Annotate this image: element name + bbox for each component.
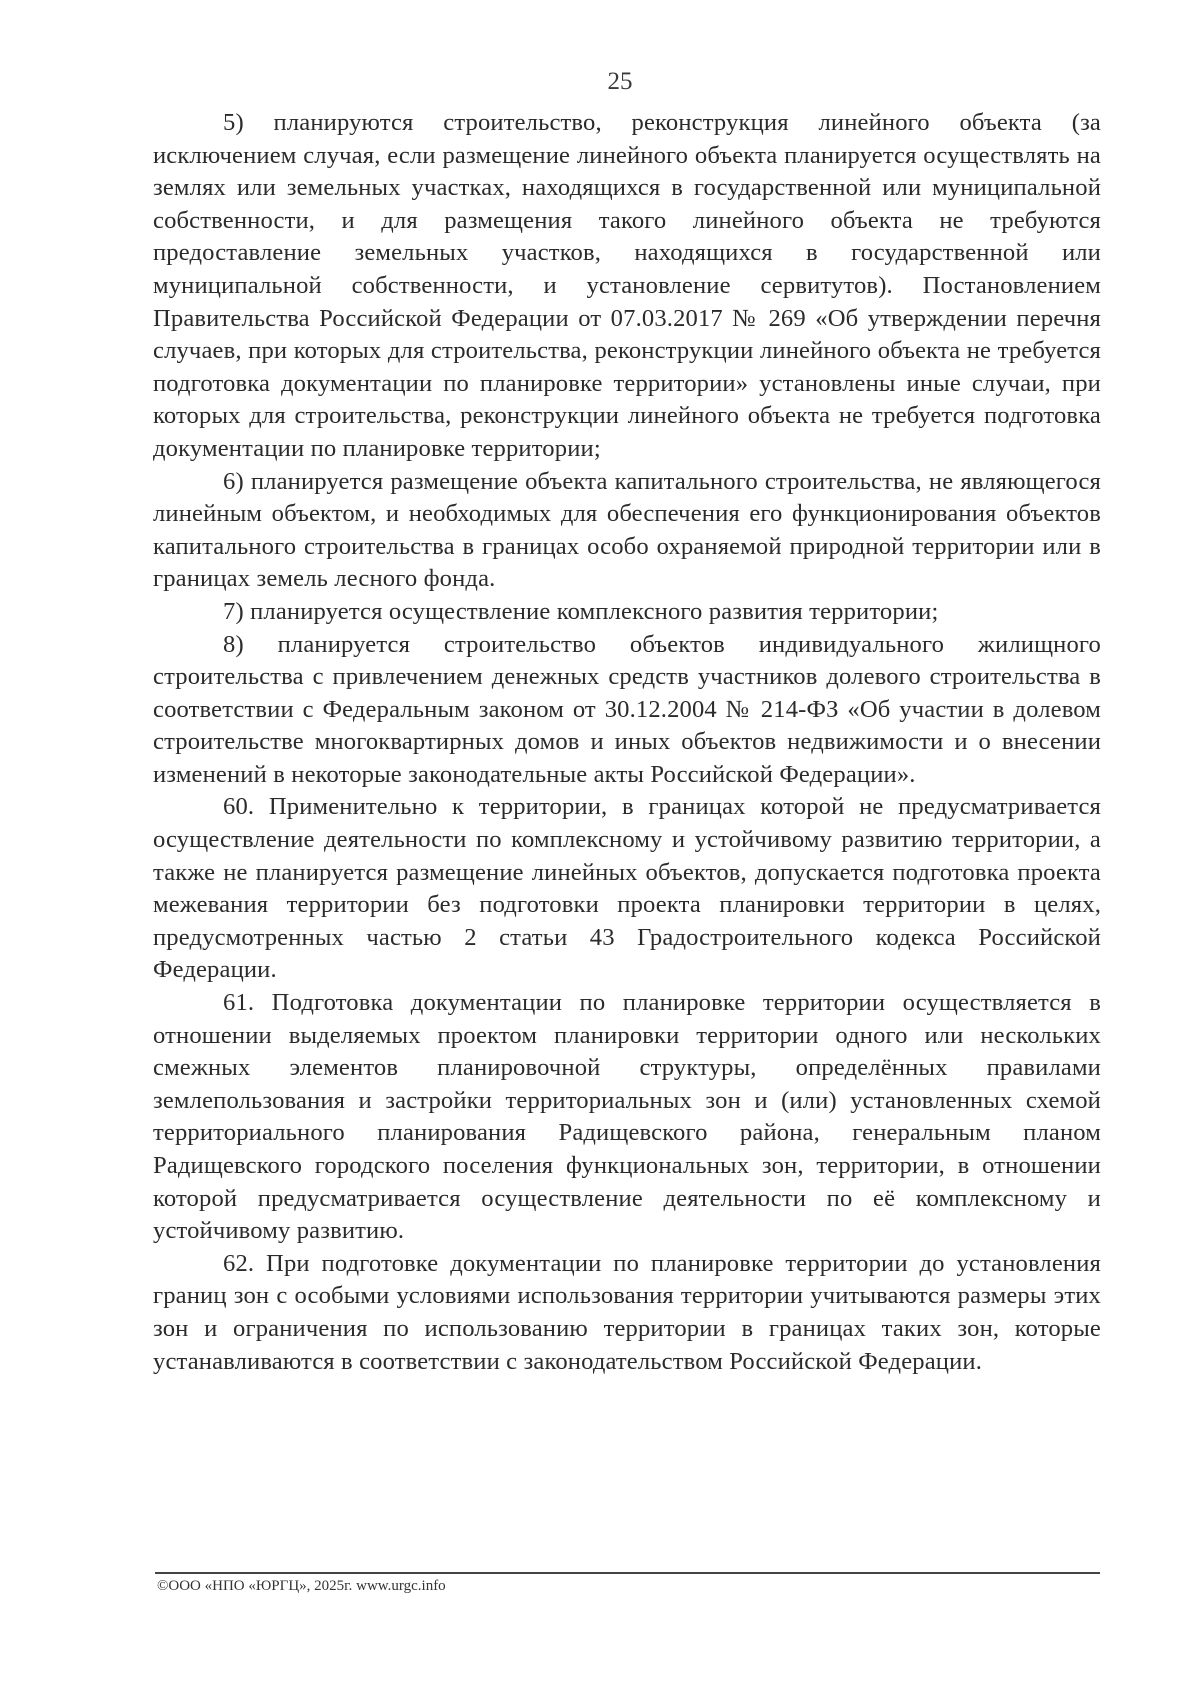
clause-61: 61. Подготовка документации по планировке территории осуществляется в отношении выделяемых проектом планировки территории одного или нескольких смежных элементов планировочной структуры, определённых правилами землепользования и застройки территориальных зон и (или) установленных схемой территориального планирования Радищевского района, генеральным планом Радищевского городского поселения функциональных зон, территории, в отношении которой предусматривается осуществление деятельности по её комплексному и устойчивому развитию. [153, 989, 1101, 1245]
list-item-8: 8) планируется строительство объектов индивидуального жилищного строительства с привлечением денежных средств участников долевого строительства в соответствии с Федеральным законом от 30.12.2004 № 214-ФЗ «Об участии в долевом строительстве многоквартирных домов и иных объектов недвижимости и о внесении изменений в некоторые законодательные акты Российской Федерации». [153, 630, 1101, 788]
page-number: 25 [607, 68, 633, 95]
list-item-7: 7) планируется осуществление комплексного развития территории; [223, 597, 939, 625]
document-body [153, 107, 1101, 1378]
footer-divider [155, 1572, 1100, 1574]
clause-60: 60. Применительно к территории, в границах которой не предусматривается осуществление деятельности по комплексному и устойчивому развитию территории, а также не планируется размещение линейных объектов, допускается подготовка проекта межевания территории без подготовки проекта планировки территории в целях, предусмотренных частью 2 статьи 43 Градостроительного кодекса Российской Федерации. [153, 793, 1101, 984]
clause-62: 62. При подготовке документации по планировке территории до установления границ зон с особыми условиями использования территории учитываются размеры этих зон и ограничения по использованию территории в границах таких зон, которые устанавливаются в соответствии с законодательством Российской Федерации. [153, 1249, 1101, 1375]
list-item-6: 6) планируется размещение объекта капитального строительства, не являющегося линейным объектом, и необходимых для обеспечения его функционирования объектов капитального строительства в границах особо охраняемой природной территории или в границах земель лесного фонда. [153, 467, 1101, 593]
footer-copyright: ©ООО «НПО «ЮРГЦ», 2025г. www.urgc.info [157, 1578, 446, 1594]
list-item-5: 5) планируются строительство, реконструкция линейного объекта (за исключением случая, если размещение линейного объекта планируется осуществлять на землях или земельных участках, находящихся в государственной или муниципальной собственности, и для размещения такого линейного объекта не требуются предоставление земельных участков, находящихся в государственной или муниципальной собственности, и установление сервитутов). Постановлением Правительства Российской Федерации от 07.03.2017 № 269 «Об утверждении перечня случаев, при которых для строительства, реконструкции линейного объекта не требуется подготовка документации по планировке территории» установлены иные случаи, при которых для строительства, реконструкции линейного объекта не требуется подготовка документации по планировке территории; [153, 109, 1101, 462]
